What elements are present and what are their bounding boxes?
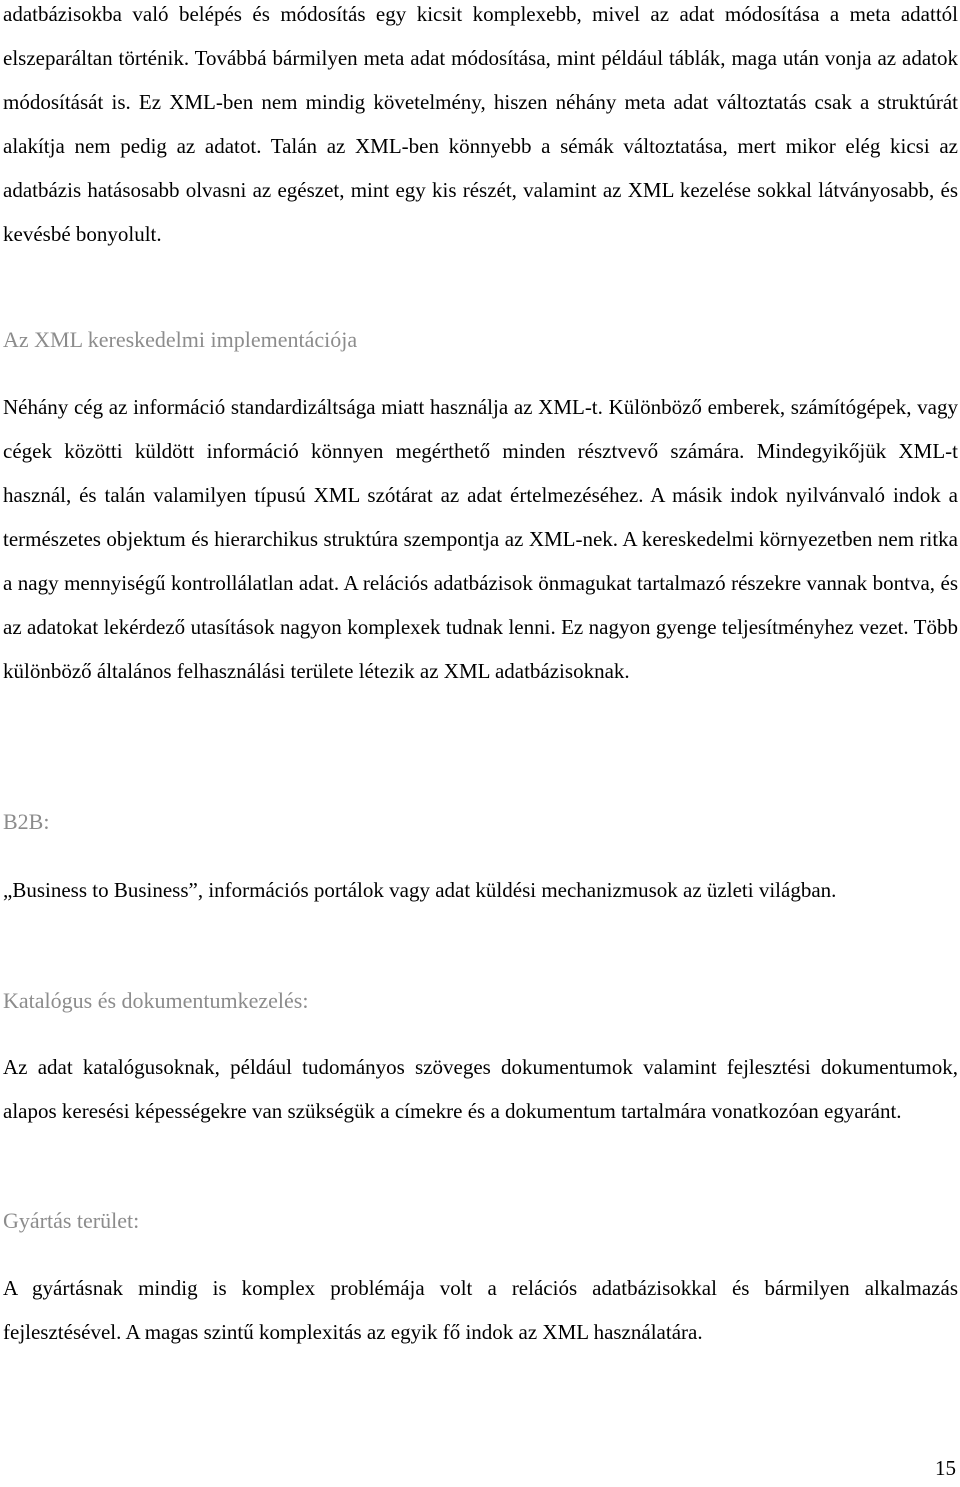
body-paragraph: A gyártásnak mindig is komplex problémája volt a relációs adatbázisokkal és bármilyen alkalmazás fejlesztésével. A magas szintű komplexitás az egyik fő indok az XML használatára. [3, 1276, 958, 1344]
section-heading-commercial-implementation: Az XML kereskedelmi implementációja [3, 327, 358, 352]
body-paragraph: Néhány cég az információ standardizáltsága miatt használja az XML-t. Különböző emberek, számítógépek, vagy cégek közötti küldött információ könnyen megérthető minden résztvevő számára. Mindegyikőjük XML-t használ, és talán valamilyen típusú XML szótárat az adat értelmezéséhez. A másik indok nyilvánvaló indok a természetes objektum és hierarchikus struktúra szempontja az XML-nek. A kereskedelmi környezetben nem ritka a nagy mennyiségű kontrollálatlan adat. A relációs adatbázisok önmagukat tartalmazó részekre vannak bontva, és az adatokat lekérdező utasítások nagyon komplexek tudnak lenni. Ez nagyon gyenge teljesítményhez vezet. Több különböző általános felhasználási területe létezik az XML adatbázisoknak. [3, 395, 958, 683]
page-number: 15 [935, 1456, 956, 1480]
body-paragraph: Az adat katalógusoknak, például tudományos szöveges dokumentumok valamint fejlesztési dokumentumok, alapos keresési képességekre van szükségük a címekre és a dokumentum tartalmára vonatkozóan egyaránt. [3, 1055, 958, 1123]
body-paragraph: adatbázisokba való belépés és módosítás egy kicsit komplexebb, mivel az adat módosítása a meta adattól elszeparáltan történik. Továbbá bármilyen meta adat módosítása, mint például táblák, maga után vonja az adatok módosítását is. Ez XML-ben nem mindig követelmény, hiszen néhány meta adat változtatás csak a struktúrát alakítja nem pedig az adatot. Talán az XML-ben könnyebb a sémák változtatása, mert mikor elég kicsi az adatbázis hatásosabb olvasni az egészet, mint egy kis részét, valamint az XML kezelése sokkal látványosabb, és kevésbé bonyolult. [3, 2, 958, 246]
section-heading-catalog: Katalógus és dokumentumkezelés: [3, 988, 309, 1013]
section-heading-b2b: B2B: [3, 809, 50, 834]
body-paragraph: „Business to Business”, információs portálok vagy adat küldési mechanizmusok az üzleti világban. [3, 878, 837, 902]
section-heading-manufacturing: Gyártás terület: [3, 1208, 140, 1233]
